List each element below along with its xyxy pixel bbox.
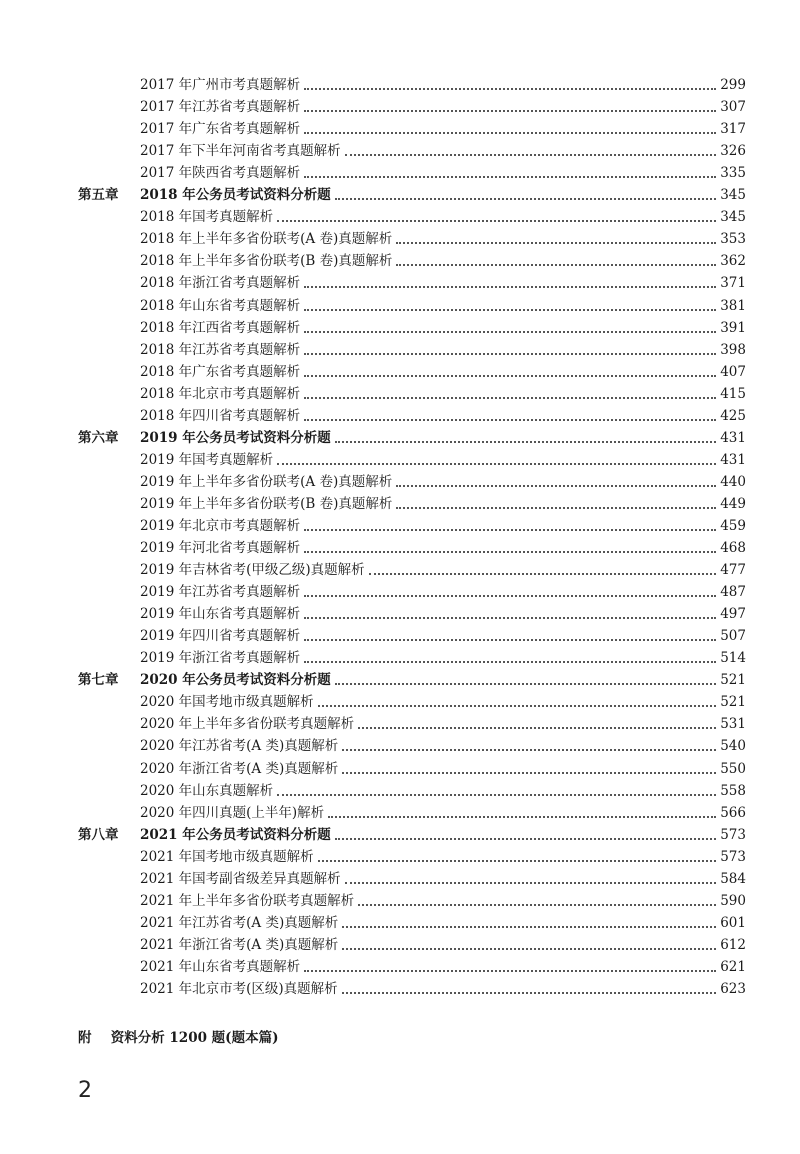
toc-entry-row — [78, 733, 746, 755]
toc-entry-row — [78, 513, 746, 535]
entry-title: 2019 年上半年多省份联考(B 卷)真题解析 — [140, 495, 393, 512]
toc-entry-row — [78, 337, 746, 359]
toc-entry-row — [78, 292, 746, 314]
chapter-label: 第五章 — [78, 187, 119, 204]
page-ref: 550 — [720, 760, 746, 777]
dot-leader — [304, 419, 716, 421]
dot-leader — [342, 948, 716, 950]
dot-leader — [335, 838, 716, 840]
entry-title: 2018 年山东省考真题解析 — [140, 297, 301, 314]
page-ref: 440 — [720, 473, 746, 490]
toc-entry-row — [78, 778, 746, 800]
toc-entry-row — [78, 116, 746, 138]
dot-leader — [396, 264, 716, 266]
toc-entry-row — [78, 138, 746, 160]
chapter-label: 第六章 — [78, 429, 119, 446]
toc-entry-row — [78, 557, 746, 579]
entry-title: 2018 年浙江省考真题解析 — [140, 275, 301, 292]
toc-entry-row — [78, 160, 746, 182]
dot-leader — [304, 286, 716, 288]
toc-entry-row — [78, 403, 746, 425]
toc-entry-row — [78, 469, 746, 491]
dot-leader — [328, 816, 716, 818]
appendix-heading — [78, 1026, 278, 1046]
entry-title: 2017 年陕西省考真题解析 — [140, 165, 301, 182]
entry-title: 2019 年国考真题解析 — [140, 451, 274, 468]
toc-entry-row — [78, 315, 746, 337]
toc-entry-row — [78, 270, 746, 292]
toc-chapter-row — [78, 425, 746, 447]
dot-leader — [318, 860, 716, 862]
toc-entry-row — [78, 755, 746, 777]
entry-title: 2018 年上半年多省份联考(B 卷)真题解析 — [140, 253, 393, 270]
appendix-title: 资料分析 1200 题(题本篇) — [110, 1030, 279, 1046]
page-ref: 459 — [720, 517, 746, 534]
toc-chapter-row — [78, 182, 746, 204]
entry-title: 2021 年山东省考真题解析 — [140, 958, 301, 975]
dot-leader — [335, 683, 716, 685]
chapter-label: 第八章 — [78, 826, 119, 843]
page-ref: 353 — [720, 231, 746, 248]
page-ref: 299 — [720, 77, 746, 94]
dot-leader — [304, 88, 716, 90]
entry-title: 2019 年吉林省考(甲级乙级)真题解析 — [140, 562, 365, 579]
entry-title: 2021 年国考地市级真题解析 — [140, 848, 314, 865]
dot-leader — [277, 794, 716, 796]
page-ref: 307 — [720, 99, 746, 116]
dot-leader — [304, 132, 716, 134]
toc-entry-row — [78, 645, 746, 667]
dot-leader — [358, 904, 716, 906]
dot-leader — [369, 573, 716, 575]
dot-leader — [277, 220, 716, 222]
entry-title: 2018 年四川省考真题解析 — [140, 407, 301, 424]
page-ref: 317 — [720, 121, 746, 138]
entry-title: 2018 年北京市考真题解析 — [140, 385, 301, 402]
chapter-title: 2019 年公务员考试资料分析题 — [140, 429, 331, 446]
dot-leader — [304, 529, 716, 531]
entry-title: 2017 年下半年河南省考真题解析 — [140, 143, 341, 160]
entry-title: 2021 年国考副省级差异真题解析 — [140, 870, 341, 887]
dot-leader — [358, 727, 716, 729]
page-ref: 345 — [720, 187, 746, 204]
entry-title: 2020 年浙江省考(A 类)真题解析 — [140, 760, 339, 777]
dot-leader — [335, 441, 716, 443]
page-ref: 558 — [720, 782, 746, 799]
dot-leader — [396, 507, 716, 509]
dot-leader — [345, 882, 716, 884]
page-ref: 335 — [720, 165, 746, 182]
page-ref: 507 — [720, 628, 746, 645]
entry-title: 2019 年四川省考真题解析 — [140, 628, 301, 645]
dot-leader — [277, 463, 716, 465]
toc-entry-row — [78, 226, 746, 248]
page-ref: 431 — [720, 429, 746, 446]
page-ref: 590 — [720, 892, 746, 909]
entry-title: 2020 年四川真题(上半年)解析 — [140, 804, 325, 821]
toc-entry-row — [78, 888, 746, 910]
toc-entry-row — [78, 447, 746, 469]
toc-entry-row — [78, 711, 746, 733]
dot-leader — [345, 154, 716, 156]
entry-title: 2018 年江西省考真题解析 — [140, 319, 301, 336]
toc-entry-row — [78, 910, 746, 932]
dot-leader — [304, 661, 716, 663]
toc-entry-row — [78, 954, 746, 976]
entry-title: 2017 年广州市考真题解析 — [140, 77, 301, 94]
toc-entry-row — [78, 976, 746, 998]
page-ref: 425 — [720, 407, 746, 424]
chapter-title: 2020 年公务员考试资料分析题 — [140, 672, 331, 689]
toc-entry-row — [78, 932, 746, 954]
entry-title: 2021 年北京市考(区级)真题解析 — [140, 980, 338, 997]
dot-leader — [304, 595, 716, 597]
page-ref: 326 — [720, 143, 746, 160]
dot-leader — [304, 551, 716, 553]
page-ref: 415 — [720, 385, 746, 402]
entry-title: 2018 年江苏省考真题解析 — [140, 341, 301, 358]
page-ref: 573 — [720, 826, 746, 843]
toc-entry-row — [78, 623, 746, 645]
page-ref: 468 — [720, 540, 746, 557]
page-ref: 521 — [720, 672, 746, 689]
dot-leader — [342, 926, 716, 928]
toc-entry-row — [78, 800, 746, 822]
toc-entry-row — [78, 248, 746, 270]
chapter-label: 第七章 — [78, 672, 119, 689]
entry-title: 2019 年浙江省考真题解析 — [140, 650, 301, 667]
chapter-title: 2018 年公务员考试资料分析题 — [140, 187, 331, 204]
page-ref: 391 — [720, 319, 746, 336]
table-of-contents — [78, 72, 746, 998]
entry-title: 2021 年上半年多省份联考真题解析 — [140, 892, 355, 909]
entry-title: 2020 年江苏省考(A 类)真题解析 — [140, 738, 339, 755]
entry-title: 2021 年江苏省考(A 类)真题解析 — [140, 914, 339, 931]
dot-leader — [396, 485, 716, 487]
dot-leader — [342, 772, 716, 774]
page-ref: 521 — [720, 694, 746, 711]
dot-leader — [335, 198, 716, 200]
dot-leader — [342, 749, 716, 751]
dot-leader — [342, 992, 716, 994]
page-ref: 449 — [720, 495, 746, 512]
toc-chapter-row — [78, 822, 746, 844]
entry-title: 2017 年广东省考真题解析 — [140, 121, 301, 138]
entry-title: 2017 年江苏省考真题解析 — [140, 99, 301, 116]
page-ref: 623 — [720, 980, 746, 997]
toc-entry-row — [78, 359, 746, 381]
entry-title: 2021 年浙江省考(A 类)真题解析 — [140, 936, 339, 953]
toc-entry-row — [78, 866, 746, 888]
page-ref: 573 — [720, 848, 746, 865]
page-ref: 381 — [720, 297, 746, 314]
dot-leader — [304, 639, 716, 641]
toc-entry-row — [78, 94, 746, 116]
page-ref: 497 — [720, 606, 746, 623]
page-ref: 371 — [720, 275, 746, 292]
page-ref: 540 — [720, 738, 746, 755]
entry-title: 2020 年上半年多省份联考真题解析 — [140, 716, 355, 733]
toc-entry-row — [78, 579, 746, 601]
page-ref: 601 — [720, 914, 746, 931]
dot-leader — [304, 331, 716, 333]
page-ref: 531 — [720, 716, 746, 733]
dot-leader — [304, 309, 716, 311]
page-ref: 398 — [720, 341, 746, 358]
page-ref: 431 — [720, 451, 746, 468]
toc-chapter-row — [78, 667, 746, 689]
toc-entry-row — [78, 204, 746, 226]
page-ref: 584 — [720, 870, 746, 887]
entry-title: 2019 年上半年多省份联考(A 卷)真题解析 — [140, 473, 393, 490]
entry-title: 2018 年上半年多省份联考(A 卷)真题解析 — [140, 231, 393, 248]
appendix-label: 附 — [78, 1030, 92, 1046]
entry-title: 2018 年国考真题解析 — [140, 209, 274, 226]
toc-entry-row — [78, 381, 746, 403]
toc-entry-row — [78, 601, 746, 623]
dot-leader — [304, 176, 716, 178]
entry-title: 2019 年山东省考真题解析 — [140, 606, 301, 623]
page-ref: 487 — [720, 584, 746, 601]
entry-title: 2019 年北京市考真题解析 — [140, 517, 301, 534]
page-ref: 477 — [720, 562, 746, 579]
page-ref: 566 — [720, 804, 746, 821]
page-number: 2 — [78, 1078, 92, 1103]
page-ref: 362 — [720, 253, 746, 270]
dot-leader — [304, 375, 716, 377]
dot-leader — [396, 242, 716, 244]
page-ref: 621 — [720, 958, 746, 975]
toc-entry-row — [78, 689, 746, 711]
dot-leader — [304, 970, 716, 972]
entry-title: 2020 年山东真题解析 — [140, 782, 274, 799]
dot-leader — [318, 705, 716, 707]
toc-entry-row — [78, 491, 746, 513]
dot-leader — [304, 353, 716, 355]
toc-entry-row — [78, 844, 746, 866]
page-ref: 407 — [720, 363, 746, 380]
dot-leader — [304, 617, 716, 619]
entry-title: 2019 年江苏省考真题解析 — [140, 584, 301, 601]
entry-title: 2020 年国考地市级真题解析 — [140, 694, 314, 711]
page-ref: 612 — [720, 936, 746, 953]
toc-entry-row — [78, 72, 746, 94]
page-ref: 514 — [720, 650, 746, 667]
toc-entry-row — [78, 535, 746, 557]
page-ref: 345 — [720, 209, 746, 226]
entry-title: 2018 年广东省考真题解析 — [140, 363, 301, 380]
entry-title: 2019 年河北省考真题解析 — [140, 540, 301, 557]
chapter-title: 2021 年公务员考试资料分析题 — [140, 826, 331, 843]
dot-leader — [304, 110, 716, 112]
dot-leader — [304, 397, 716, 399]
